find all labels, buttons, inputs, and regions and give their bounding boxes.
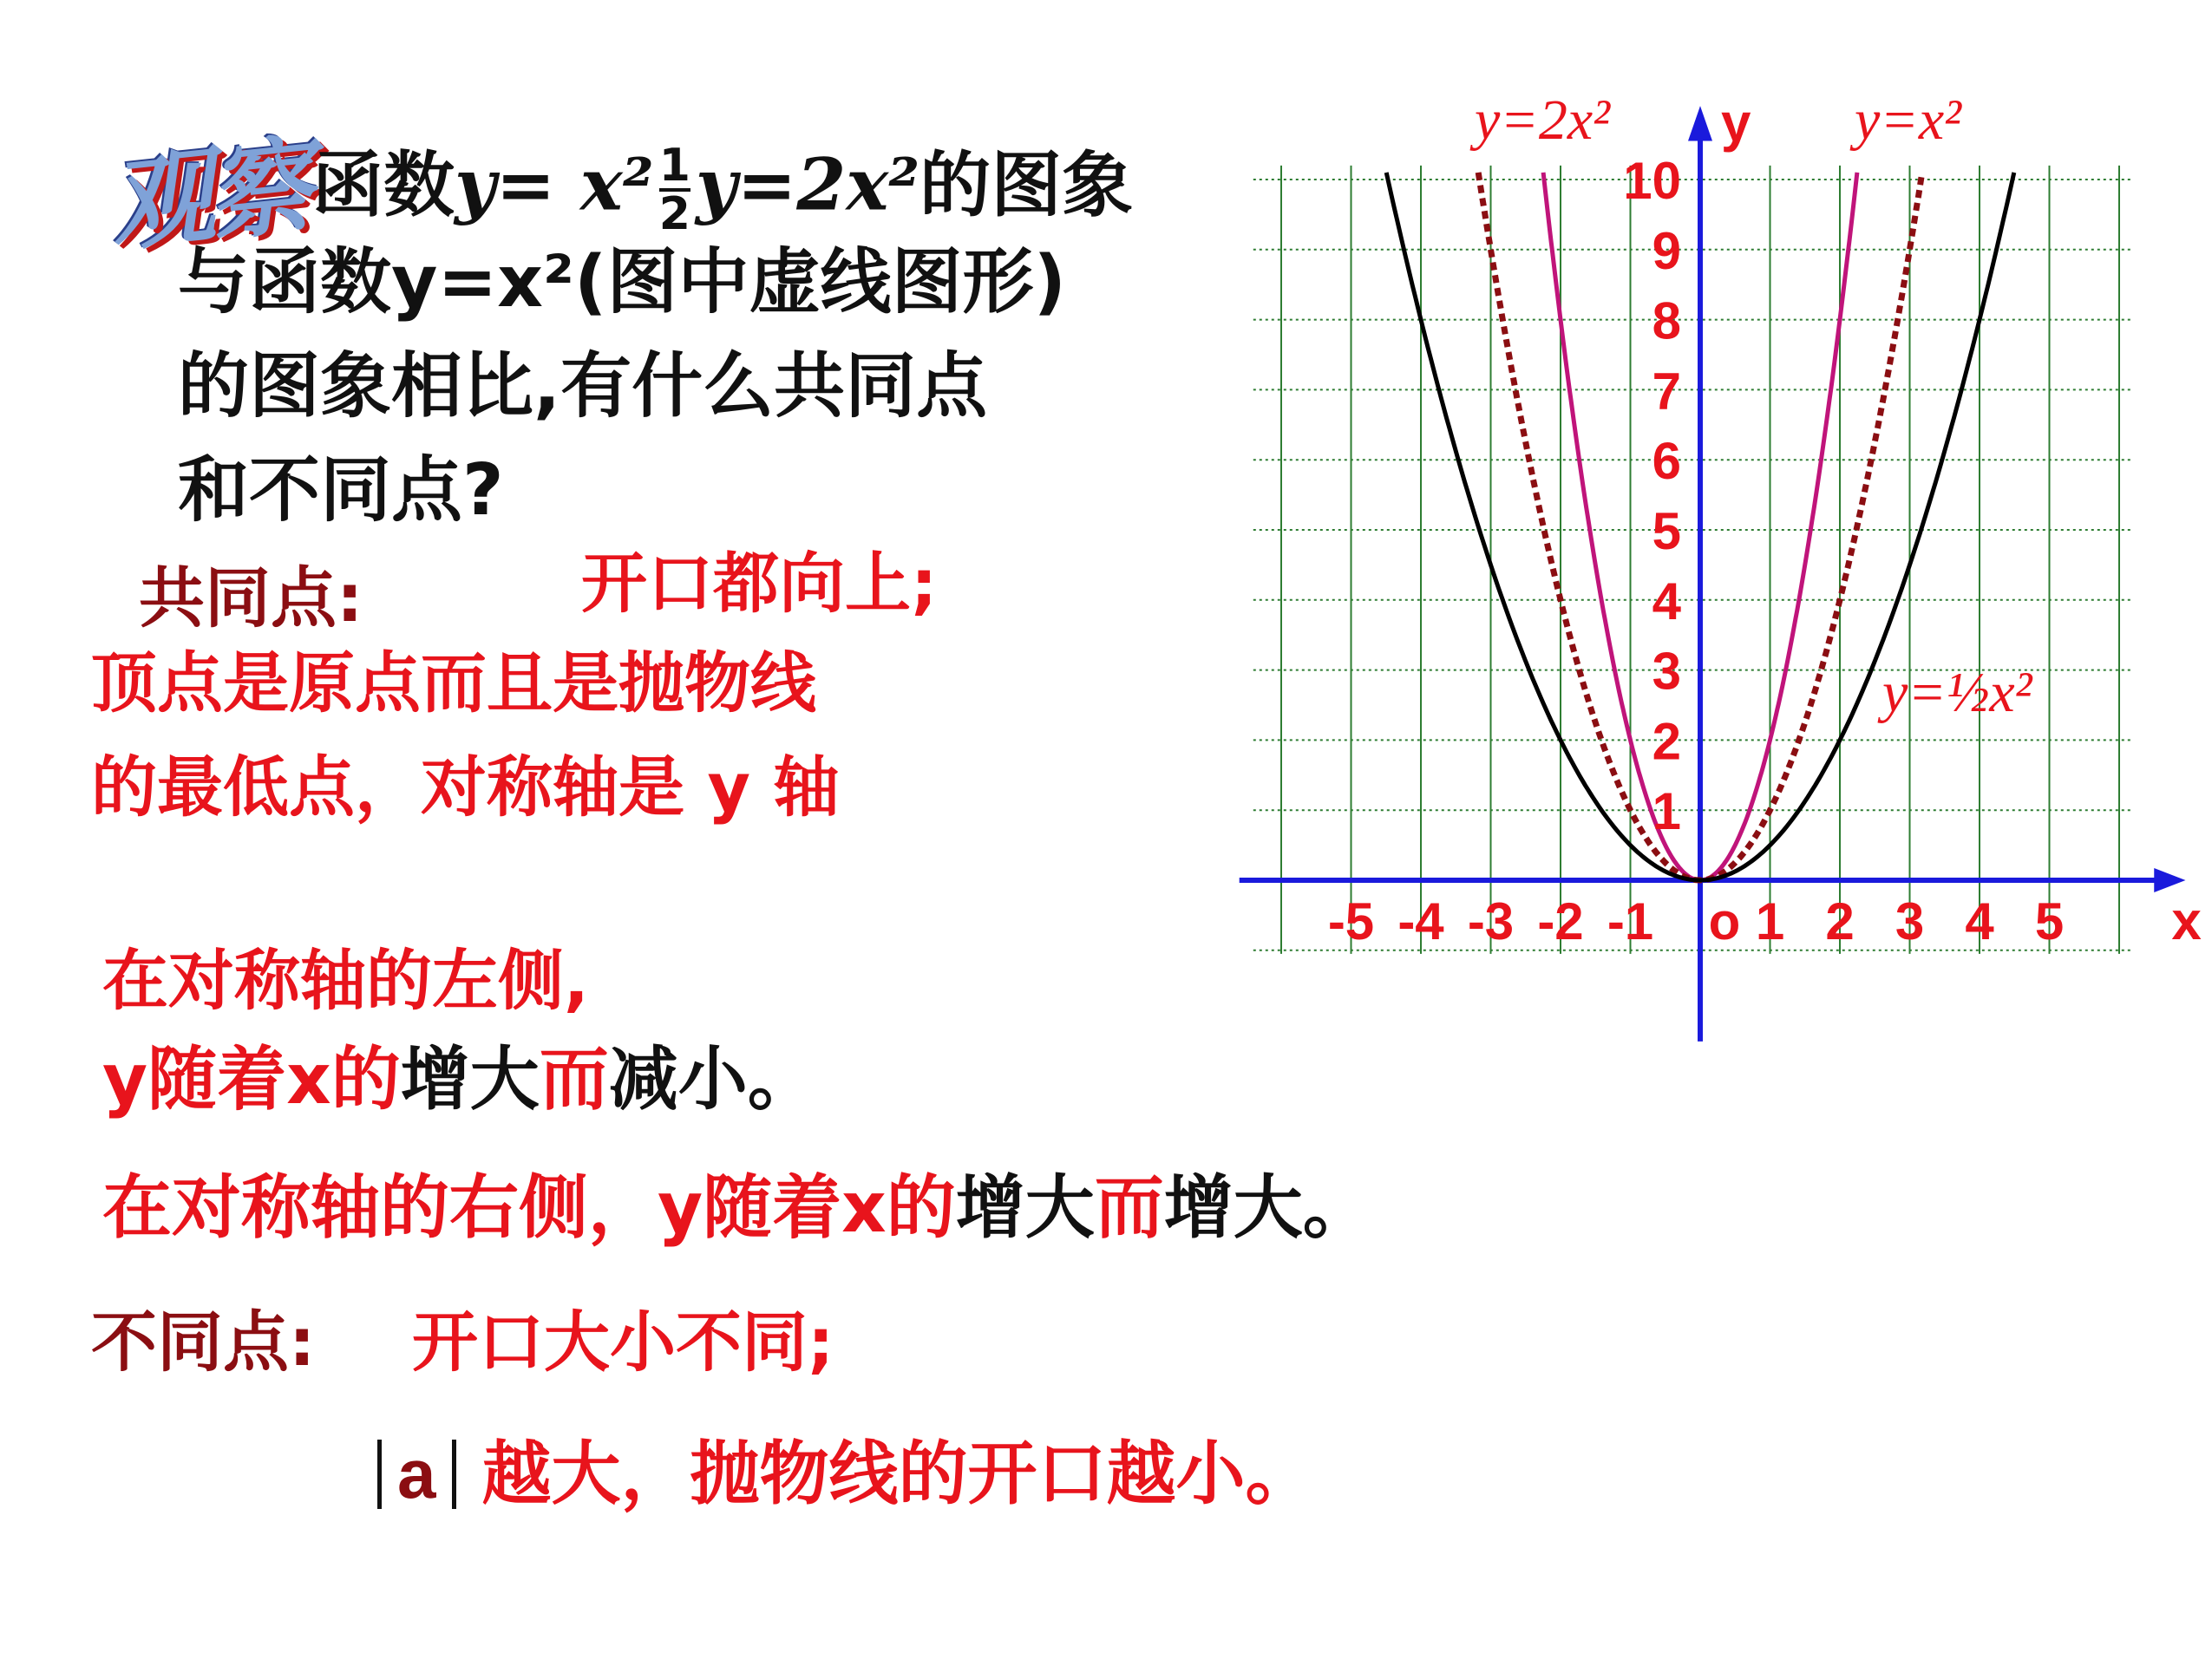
parabola-graph: [1223, 52, 2202, 1049]
right-side-black-1: 增大: [955, 1167, 1095, 1248]
question-eq-1: y= x²: [455, 143, 654, 227]
y-axis-arrow: [1688, 106, 1712, 140]
y-tick-label: 2: [1652, 712, 1681, 771]
x-tick-label: 2: [1825, 892, 1855, 950]
x-tick-label: -5: [1327, 892, 1375, 950]
common-point-2-line-1: 顶点是原点而且是抛物线: [91, 644, 816, 722]
y-tick-label: 4: [1652, 572, 1681, 630]
question-eq-2: y=2x²: [695, 143, 920, 227]
common-point-1: 开口都向上;: [581, 545, 938, 622]
x-tick-label: 4: [1965, 892, 1994, 950]
right-side-red-2: 而: [1094, 1167, 1164, 1248]
series-label-y-half-x2: y=½x²: [1882, 661, 2032, 724]
y-tick-label: 3: [1652, 642, 1681, 701]
right-side-red-1: 在对称轴的右侧，y随着x的: [102, 1167, 956, 1248]
y-tick-label: 10: [1623, 152, 1681, 210]
question-line-1-prefix: 函数: [312, 144, 455, 227]
question-line-4: 和不同点?: [178, 449, 504, 532]
x-tick-label: 3: [1895, 892, 1925, 950]
left-side-line-1: 在对称轴的左侧,: [102, 942, 589, 1019]
x-tick-label: -3: [1467, 892, 1515, 950]
x-tick-label: 1: [1755, 892, 1785, 950]
x-tick-label: o: [1708, 892, 1741, 950]
x-axis-arrow: [2154, 868, 2185, 892]
y-tick-label: 1: [1652, 782, 1681, 841]
x-tick-label: -1: [1607, 892, 1654, 950]
y-tick-label: 9: [1652, 221, 1681, 280]
difference-label: 不同点:: [91, 1303, 316, 1381]
abs-a: a: [377, 1440, 456, 1509]
left-side-black-1: 增大: [400, 1039, 540, 1120]
series-label-y-x2: y=x²: [1855, 88, 1961, 152]
left-side-black-2: 减小。: [608, 1039, 817, 1120]
right-side-black-2: 增大。: [1163, 1167, 1372, 1248]
left-side-line-2: [102, 1039, 817, 1120]
x-tick-label: 5: [2034, 892, 2065, 950]
observe-badge: 观察: [103, 124, 313, 267]
series-label-y-2x2: y=2x²: [1475, 88, 1610, 152]
y-tick-label: 5: [1652, 502, 1681, 560]
question-fraction: [658, 140, 690, 240]
question-line-1-suffix: 的图象: [919, 144, 1134, 227]
x-tick-label: -4: [1397, 892, 1444, 950]
fraction-numerator: 1: [658, 140, 690, 192]
y-tick-label: 6: [1652, 432, 1681, 491]
question-line-1: [312, 140, 1134, 240]
y-tick-label: 8: [1652, 291, 1681, 350]
left-side-red-2: 而: [539, 1039, 609, 1120]
difference-point-1: 开口大小不同;: [412, 1303, 834, 1381]
common-label: 共同点:: [139, 559, 363, 637]
difference-point-2: [377, 1434, 1315, 1514]
right-side-line: [102, 1167, 1372, 1248]
question-line-2: 与函数y=x²(图中虚线图形): [178, 241, 1066, 323]
y-tick-label: 7: [1652, 362, 1681, 421]
x-axis-label: x: [2171, 892, 2202, 951]
question-line-3: 的图象相比,有什么共同点: [178, 345, 988, 428]
fraction-denominator: 2: [658, 188, 690, 240]
common-point-2-line-2: 的最低点，对称轴是 y 轴: [91, 748, 840, 826]
y-axis-label: y: [1721, 93, 1751, 153]
left-side-red-1: y随着x的: [102, 1039, 401, 1120]
x-tick-label: -2: [1537, 892, 1584, 950]
difference-point-2-text: 越大，抛物线的开口越小。: [481, 1434, 1315, 1514]
